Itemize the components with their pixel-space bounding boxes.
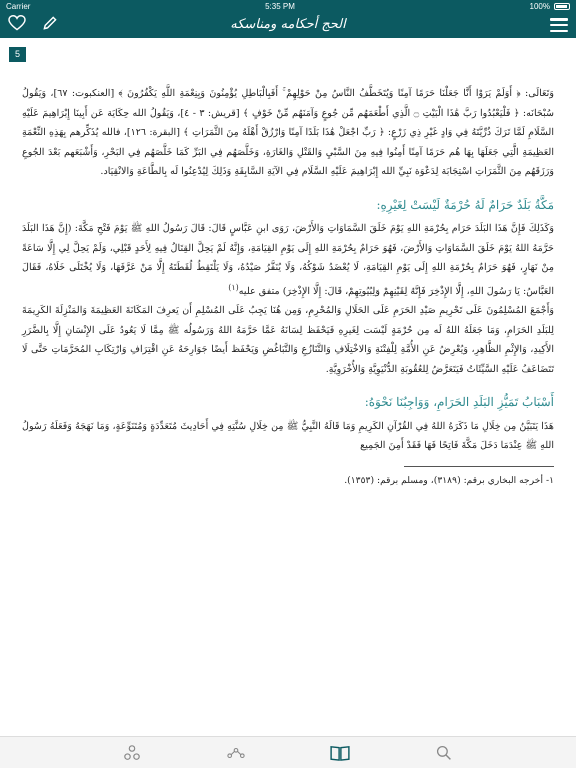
time-label: 5:35 PM bbox=[265, 1, 295, 11]
footnote-marker[interactable]: (١) bbox=[228, 282, 239, 292]
footnote: ١- أخرجه البخاري برقم: (٣١٨٩)، ومسلم برقم: (١٣٥٣). bbox=[344, 474, 554, 486]
carrier-label: Carrier bbox=[6, 1, 31, 11]
share-icon[interactable] bbox=[120, 741, 144, 765]
network-icon[interactable] bbox=[224, 741, 248, 765]
page-content bbox=[22, 84, 554, 489]
search-icon[interactable] bbox=[432, 741, 456, 765]
paragraph-1: وَتَعَالَى: ﴿ أَوَلَمْ يَرَوْا أَنَّا جَعَلْنَا حَرَمًا آمِنًا وَيُتَخَطَّفُ النَّاسُ مِنْ حَوْلِهِمْ ۚ أَفَبِالْبَاطِلِ يُؤْمِنُونَ وَبِنِعْمَةِ اللَّهِ يَكْفُرُونَ ﴾ [العنكبوت: ٦٧]، وَيَقُولُ سُبْحَانَه: ﴿ فَلْيَعْبُدُوا رَبَّ هَٰذَا الْبَيْتِ ۝ الَّذِي أَطْعَمَهُم مِّن جُوعٍ وَآمَنَهُم مِّنْ خَوْفٍ ﴾ [قريش: ٣ - ٤]، وَيَقُولُ الله حِكَايَة عَن أَبِينَا إِبْرَاهِيمَ عَلَيْهِ السَّلَامِ لَمَّا تَرَكَ ذُرِّيَّتَهُ فِي وَادٍ غَيْرِ ذِي زَرْعٍ: ﴿ رَبِّ اجْعَلْ هَٰذَا بَلَدًا آمِنًا وَارْزُقْ أَهْلَهُ مِنَ الثَّمَرَاتِ ﴾ [البقرة: ١٢٦]، فالله يُذَكِّرهم بِهَذِهِ النِّعْمَةِ العَظِيمَةِ الَّتِي جَعَلَهَا بِهَا هُم حَرَمًا آمِنًا أَمِنُوا فِيهِ مِنَ السَّبْيِ وَالقَتْلِ وَالغَارَةِ، وَخَلَّصَهُم فِي البَرِّ كَمَا خَلَّصَهُم فِي البَحْرِ، وَأَشْبَعَهم بَعْدَ الجُوعِ وَرَزَقَهُم مِنَ الثَّمَرَاتِ اسْتِجَابَة لِدَعْوَة نَبِيِّ الله إِبْرَاهِيمَ عَلَيْهِ السَّلَام فِي الآيَةِ السَّابِقَةِ وَذَلِكَ لِيُدْعِنُوا لَه بِالطَّاعَةِ وَالانْقِيَاد. bbox=[22, 88, 555, 177]
status-bar bbox=[0, 0, 576, 12]
page-number: 5 bbox=[9, 47, 26, 62]
paragraph-2 bbox=[22, 219, 554, 301]
tab-bar bbox=[0, 736, 576, 768]
section-heading-2: أَسْبَابُ تَمَيُّزِ البَلَدِ الحَرَامِ، وَوَاجِبُنَا نَحْوَهُ: bbox=[364, 395, 554, 410]
paragraph-4: هَذَا يَتَبَيَّنُ مِن خِلَالِ مَا ذَكَرَهُ اللهُ فِي القُرْآنِ الكَرِيمِ وَمَا قَالَهُ النَّبِيُّ ﷺ مِن خِلَالِ سُنَّتِهِ فِي أَحَادِيثَ مُتَعَدِّدَةٍ وَمُتَنَوِّعَةٍ، وَمَا نَهَجَهُ وَفَعَلَهُ رَسُولُ اللهِ ﷺ عِنْدَمَا دَخَلَ مَكَّةَ فَاتِحًا فَهَا فَقَدْ أَمِنَ الجَمِيع bbox=[22, 420, 554, 452]
nav-bar bbox=[0, 12, 576, 38]
battery-area bbox=[530, 2, 570, 11]
paragraph-3: وَأَجْمَعَ المُسْلِمُونَ عَلَى تَحْرِيمِ صَيْدِ الحَرَمِ عَلَى الحَلَالِ وَالمُحْرِمِ، وَمِن هُنَا يَجِبُ عَلَى المُسْلِمِ أَن يَعرِفَ المَكَانَةَ العَظِيمَةَ وَالمَنْزِلَةَ الكَرِيمَةَ لِلبَلَدِ الحَرَامِ، وَمَا جَعَلَهُ اللهُ لَه مِن حُرْمَةٍ لَيْسَت لِغَيرِهِ فَيَحْفَظ لِسَانَهُ عَمَّا حَرَّمَهُ اللهُ وَرَسُولُه ﷺ مِمَّا لَا يَعُودُ عَلَى الإِنْسَانِ إِلَّا بِالضَّرَرِ الأَكِيدِ، وَالإِثْمِ الظَّاهِرِ، وَيُعْرِضُ عَنِ الأُمَّةِ لِلْفِتْنَةِ وَالاخْتِلَافِ وَالتَّنَازُعِ وَالتَّبَاغُضِ وَيَحْفَظ أَيضًا جَوَارِحَهُ عَنِ اقْتِرَافِ وَارْتِكَابِ المُحَرَّمَاتِ حَتَّى لَا تَتَضَاعَفُ عَلَيْهِ السَّيِّئَاتُ فَيَتَعَرَّضُ لِلعُقُوبَةِ الدُّنْيَوِيَّةِ وَالأُخْرَوِيَّةِ. bbox=[22, 305, 554, 375]
battery-icon bbox=[554, 3, 570, 10]
paragraph-2-text: وَكَذَلِكَ فَإِنَّ هَذَا البَلَدَ حَرَام بِحُرْمَةِ اللهِ يَوْمَ خَلَقَ السَّمَاوَاتِ وَالأَرْضَ، رَوَى ابنِ عَبَّاسٍ قَالَ: قَالَ رَسُولُ اللهِ ﷺ يَوْمَ فَتْحِ مَكَّةَ: (إِنَّ هَذَا البَلَدَ حَرَّمَهُ اللهُ يَوْمَ خَلَقَ السَّمَاوَاتِ وَالأَرْضَ، فَهُوَ حَرَامٌ بِحُرْمَةِ اللهِ إِلَى يَوْمِ القِيَامَةِ، وَإِنَّهُ لَمْ يَحِلَّ القِتَالُ فِيهِ لِأَحَدٍ قَبْلِي، وَلَمْ يَحِلَّ لِي إِلَّا سَاعَةً مِنْ نَهَارٍ، فَهُوَ حَرَامٌ بِحُرْمَةِ اللهِ إِلَى يَوْمِ القِيَامَةِ، لَا يُعْضَدُ شَوْكُهُ، وَلَا يُنَفَّرُ صَيْدُهُ، وَلَا يَلْتَقِطُ لُقَطَتَهُ إِلَّا مَنْ عَرَّفَهَا، وَلَا يُخْتَلَى خَلَاهُ، فَقَالَ العَبَّاسُ: يَا رَسُولَ اللهِ، إِلَّا الإِذْخِرَ فَإِنَّهُ لِقَيْنِهِمْ وَلِبُيُوتِهِمْ، قَالَ: إِلَّا الإِذْخِرَ) متفق عليه bbox=[22, 223, 554, 297]
section-heading-1: مَكَّةُ بَلَدٌ حَرَامٌ لَهُ حُرْمَةٌ لَيْسَتْ لِغَيْرِهِ: bbox=[376, 197, 554, 212]
footnote-separator bbox=[404, 466, 554, 467]
menu-icon[interactable] bbox=[550, 18, 568, 32]
battery-label: 100% bbox=[529, 1, 550, 11]
app-title: الحج أحكامه ومناسكه bbox=[230, 17, 346, 32]
heart-icon[interactable] bbox=[8, 15, 26, 35]
book-icon[interactable] bbox=[328, 741, 352, 765]
book-page bbox=[0, 38, 576, 736]
pencil-icon[interactable] bbox=[42, 15, 58, 35]
